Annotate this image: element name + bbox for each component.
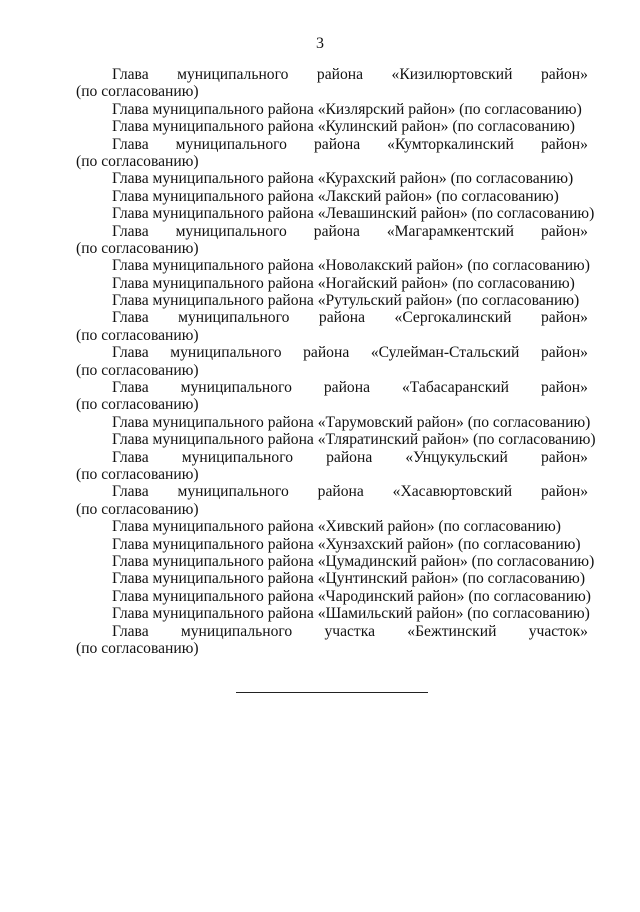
list-entry [76,136,588,171]
entry-line: Глава муниципального района «Рутульский район» (по согласованию) [112,292,580,310]
list-entry [76,118,588,135]
entry-word: Глава [112,66,149,83]
entry-word: район» [540,222,588,240]
entry-word: района [313,135,361,153]
entry-word: муниципального [175,135,287,153]
entry-word: «Унцукульский [405,448,508,466]
end-separator-line [236,692,428,693]
entry-word: муниципального [181,448,294,466]
entry-word: «Кизилюртовский [391,66,513,83]
entry-first-line [76,623,588,640]
entry-line: Глава муниципального района «Лакский район» (по согласованию) [112,187,559,205]
entry-continuation-line: (по согласованию) [76,500,199,518]
entry-line: Глава муниципального района «Курахский район» (по согласованию) [112,170,574,188]
entry-continuation-line: (по согласованию) [76,396,199,414]
entry-word: «Сергокалинский [394,309,512,327]
entry-word: «Магарамкентский [386,222,515,240]
entry-line: Глава муниципального района «Цунтинский район» (по согласованию) [112,570,586,588]
entry-word: «Табасаранский [401,379,509,397]
list-entry [76,223,588,258]
entry-word: Глава [112,483,149,501]
entry-line: Глава муниципального района «Новолакский район» (по согласованию) [112,257,590,275]
entry-word: муниципального [178,309,290,327]
entry-line: Глава муниципального района «Хунзахский район» (по согласованию) [112,535,581,553]
entry-first-line [76,344,588,361]
entry-line: Глава муниципального района «Чародинский район» (по согласованию) [112,587,591,605]
entry-word: района [303,344,350,362]
list-entry [76,623,588,658]
entry-first-line [76,66,588,83]
entry-word: район» [540,309,588,327]
entry-word: район» [540,379,588,397]
entry-word: Глава [112,344,149,362]
entry-word: района [326,448,373,466]
list-entry [76,309,588,344]
entry-word: района [317,483,364,501]
entry-continuation-line: (по согласованию) [76,239,199,257]
entry-line: Глава муниципального района «Тляратинский район» (по согласованию) [112,431,596,449]
entry-continuation-line: (по согласованию) [76,326,199,344]
entry-word: «Хасавюртовский [392,483,513,501]
entry-continuation-line: (по согласованию) [76,465,199,483]
list-entry [76,413,591,431]
page-number: 3 [316,35,324,52]
list-entry [76,188,588,205]
entry-word: «Бежтинский [407,622,497,640]
entry-first-line [76,449,588,466]
entry-line: Глава муниципального района «Тарумовский район» (по согласованию) [112,413,591,431]
entry-line: Глава муниципального района «Шамильский район» (по согласованию) [112,605,590,623]
entry-word: район» [540,448,588,466]
entry-word: района [323,379,370,397]
list-entry [76,205,595,223]
entry-word: муниципального [175,222,287,240]
entry-first-line [76,483,588,500]
list-entry [76,518,588,535]
list-entry [76,257,588,274]
list-entry [76,605,588,622]
list-entry [76,101,588,118]
entry-word: района [313,222,360,240]
entry-line: Глава муниципального района «Кулинский район» (по согласованию) [112,118,575,136]
list-entry [76,170,588,187]
entry-word: участка [324,622,376,640]
entry-word: Глава [112,622,149,640]
entry-continuation-line: (по согласованию) [76,152,199,170]
entry-first-line [76,136,588,153]
entry-line: Глава муниципального района «Цумадинский район» (по согласованию) [112,552,595,570]
entry-line: Глава муниципального района «Левашинский район» (по согласованию) [112,205,595,223]
entry-first-line [76,379,588,396]
entry-first-line [76,309,588,326]
entry-line: Глава муниципального района «Ногайский район» (по согласованию) [112,274,575,292]
list-entry [76,344,588,379]
list-entry [76,292,588,309]
entry-word: района [316,66,364,83]
entry-first-line [76,223,588,240]
entry-word: муниципального [177,483,289,501]
list-entry [76,536,588,553]
entry-continuation-line: (по согласованию) [76,639,199,657]
list-of-officials [76,66,596,657]
entry-word: район» [540,344,588,362]
entry-word: район» [540,66,588,83]
list-entry [76,449,588,484]
entry-line: Глава муниципального района «Кизлярский район» (по согласованию) [112,100,582,118]
entry-continuation-line: (по согласованию) [76,361,199,379]
list-entry [76,275,588,292]
entry-word: Глава [112,379,149,397]
list-entry [76,587,591,605]
entry-word: района [318,309,366,327]
entry-word: «Кумторкалинский [387,135,514,153]
entry-word: участок» [528,622,588,640]
list-entry [76,483,588,518]
list-entry [76,570,588,587]
list-entry [76,66,588,101]
entry-word: Глава [112,309,149,327]
entry-word: Глава [112,135,149,153]
entry-word: район» [540,483,588,501]
entry-word: муниципального [177,66,289,83]
list-entry [76,431,596,449]
entry-word: район» [540,135,588,153]
entry-word: Глава [112,448,149,466]
entry-line: Глава муниципального района «Хивский район» (по согласованию) [112,518,561,536]
list-entry [76,379,588,414]
entry-word: муниципального [180,622,293,640]
list-entry [76,552,595,570]
entry-continuation-line: (по согласованию) [76,83,199,101]
entry-word: муниципального [180,379,292,397]
entry-word: «Сулейман-Стальский [370,344,520,362]
entry-word: Глава [112,222,149,240]
entry-word: муниципального [170,344,282,362]
